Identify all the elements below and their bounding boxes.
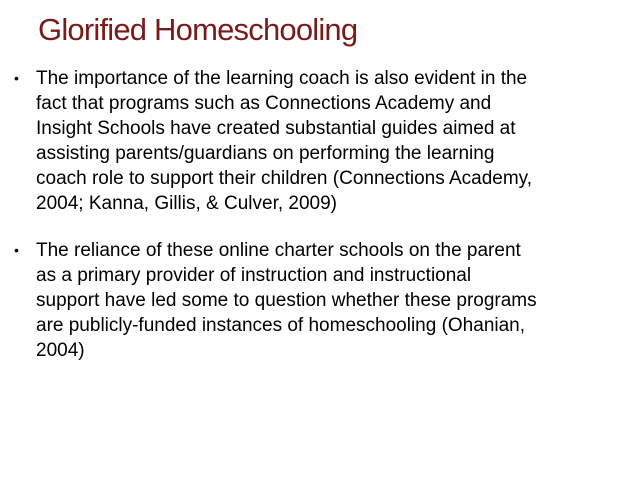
bullet-marker: • xyxy=(14,70,19,86)
bullet-text: The importance of the learning coach is also evident in the fact that programs such as Connections Academy and Insight Schools have created substantial guides aimed at assisting parents/guardians on performing the learning coach role to support their children (Connections Academy, 2004; Kanna, Gillis, & Culver, 2009) xyxy=(36,68,533,214)
bullet-list xyxy=(14,66,626,385)
slide-title: Glorified Homeschooling xyxy=(38,12,358,47)
bullet-marker: • xyxy=(14,242,19,258)
bullet-item xyxy=(14,66,626,216)
bullet-text: The reliance of these online charter schools on the parent as a primary provider of instruction and instructional support have led some to question whether these programs are publicly-funded instances of homeschooling (Ohanian, 2004) xyxy=(36,240,537,361)
bullet-item xyxy=(14,238,626,363)
